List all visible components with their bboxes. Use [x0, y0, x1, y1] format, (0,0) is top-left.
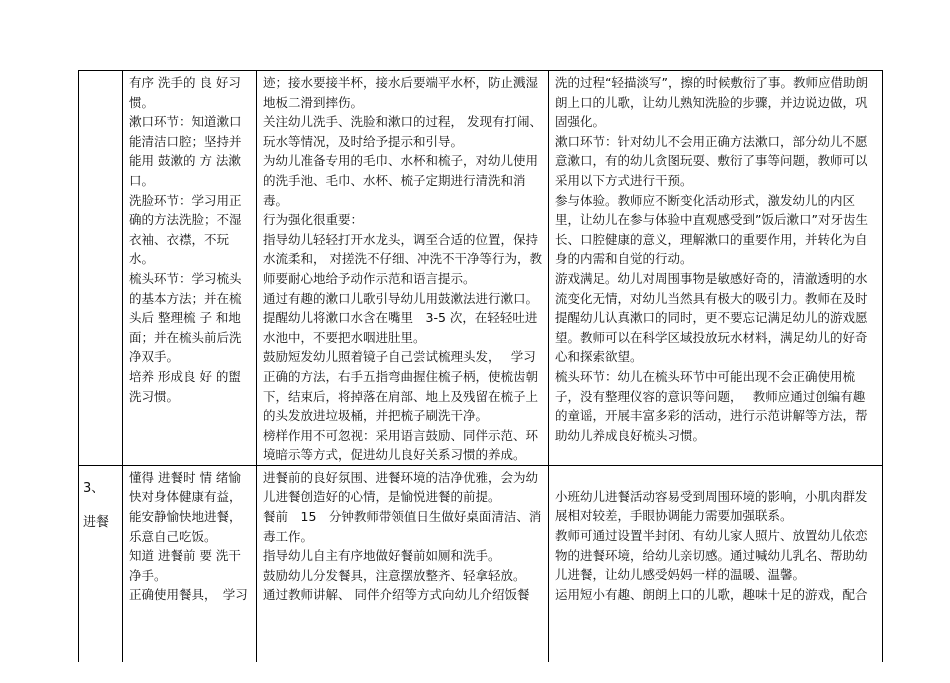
guidance-paragraph: 迹；接水要接半杯，接水后要端平水杯，防止溅湿地板二滑到摔伤。 — [263, 75, 539, 110]
goal-paragraph: 梳头环节：学习梳头的基本方法；并在梳头后 整理梳 子 和地面；并在梳头前后洗净双手。 — [129, 270, 242, 365]
section-name: 进餐 — [83, 514, 110, 530]
guidance-paragraph: 行为强化很重要： — [263, 212, 364, 228]
issue-paragraph: 参与体验。教师应不断变化活动形式，激发幼儿的内区里，让幼儿在参与体验中直观感受到”饭后漱口”对牙齿生长、口腔健康的意义，理解漱口的重要作用，并转化为自身的内需和自觉的行动。 — [555, 192, 868, 267]
guidance-paragraph: 榜样作用不可忽视：采用语言鼓励、同伴示范、环境暗示等方式，促进幼儿良好关系习惯的养成。 — [263, 427, 539, 463]
issue-paragraph: 游戏满足。幼儿对周围事物是敏感好奇的，清澈透明的水流变化无情，对幼儿当然具有极大的吸引力。教师在及时提醒幼儿认真漱口的同时，更不要忘记满足幼儿的游戏愿望。教师可以在科学区域投放玩水材料，满足幼儿的好奇心和探索欲望。 — [555, 270, 868, 365]
issue-paragraph: 运用短小有趣、朗朗上口的儿歌，趣味十足的游戏，配合 — [555, 586, 868, 602]
section-label — [79, 71, 122, 73]
table-row — [79, 71, 883, 466]
guidance-paragraph: 鼓励幼儿分发餐具，注意摆放整齐、轻拿轻放。 — [263, 567, 526, 583]
guidance-paragraph: 指导幼儿自主有序地做好餐前如厕和洗手。 — [263, 548, 501, 564]
guidance-paragraph: 通过有趣的漱口儿歌引导幼儿用鼓漱法进行漱口。提醒幼儿将漱口水含在嘴里 3-5 次，在轻轻吐进水池中，不要把水咽进肚里。 — [263, 290, 539, 345]
goal-paragraph: 有序 洗手的 良 好习惯。 — [129, 75, 241, 110]
goal-paragraph: 知道 进餐前 要 洗干净手。 — [129, 548, 241, 583]
goals-cell — [123, 465, 257, 662]
table-row — [79, 465, 883, 662]
goal-paragraph: 洗脸环节：学习用正确的方法洗脸；不湿衣袖、衣襟，不玩水。 — [129, 192, 242, 267]
issue-paragraph: 教师可通过设置半封闭、有幼儿家人照片、放置幼儿依恋物的进餐环境，给幼儿亲切感。通过喊幼儿乳名、帮助幼儿进餐，让幼儿感受妈妈一样的温暖、温馨。 — [555, 528, 868, 583]
goal-paragraph: 培养 形成良 好 的盥洗习惯。 — [129, 368, 241, 404]
guidance-paragraph: 关注幼儿洗手、洗脸和漱口的过程， 发现有打闹、玩水等情况，及时给予提示和引导。 — [263, 114, 542, 149]
guidance-cell — [257, 71, 549, 466]
issue-paragraph: 小班幼儿进餐活动容易受到周围环境的影响，小肌肉群发展相对较差，手眼协调能力需要加强联系。 — [555, 488, 868, 524]
issues-cell — [549, 71, 883, 466]
issue-paragraph: 洗的过程“轻描淡写”，擦的时候敷衍了事。教师应借助朗朗上口的儿歌，让幼儿熟知洗脸的步骤，并边说边做，巩固强化。 — [555, 75, 868, 130]
section-cell — [79, 71, 123, 466]
goal-paragraph: 正确使用餐具， 学习 — [129, 587, 248, 603]
routine-guidance-table — [78, 70, 883, 662]
issues-cell — [549, 465, 883, 662]
section-cell — [79, 465, 123, 662]
goal-paragraph: 漱口环节：知道漱口能清洁口腔；坚持并能用 鼓漱的 方 法漱口。 — [129, 114, 242, 188]
goal-paragraph: 懂得 进餐时 情 绪愉快对身体健康有益，能安静愉快地进餐，乐意自己吃饭。 — [129, 469, 242, 544]
guidance-paragraph: 鼓励短发幼儿照着镜子自己尝试梳理头发， 学习正确的方法，右手五指弯曲握住梳子柄，使梳齿朝下，结束后，将掉落在肩部、地上及残留在梳子上的头发放进垃圾桶，并把梳子刷洗干净。 — [263, 349, 539, 424]
goals-cell — [123, 71, 257, 466]
issue-paragraph: 梳头环节：幼儿在梳头环节中可能出现不会正确使用梳子，没有整理仪容的意识等问题， 教师应通过创编有趣的童谣，开展丰富多彩的活动，进行示范讲解等方法，帮助幼儿养成良好梳头习惯。 — [555, 368, 868, 443]
guidance-paragraph: 进餐前的良好氛围、进餐环境的洁净优雅，会为幼儿进餐创造好的心情，是愉悦进餐的前提。 — [263, 469, 539, 505]
guidance-paragraph: 指导幼儿轻轻打开水龙头，调至合适的位置，保持水流柔和， 对搓洗不仔细、冲洗不干净等行为，教师要耐心地给予动作示范和语言提示。 — [263, 231, 542, 286]
guidance-cell — [257, 465, 549, 662]
guidance-paragraph: 通过教师讲解、 同伴介绍等方式向幼儿介绍饭餐 — [263, 587, 530, 603]
guidance-paragraph: 餐前 15 分钟教师带领值日生做好桌面清洁、消毒工作。 — [263, 509, 542, 544]
guidance-paragraph: 为幼儿准备专用的毛巾、水杯和梳子，对幼儿使用的洗手池、毛巾、水杯、梳子定期进行清洗和消毒。 — [263, 153, 539, 208]
issue-paragraph: 漱口环节：针对幼儿不会用正确方法漱口，部分幼儿不愿意漱口，有的幼儿贪图玩耍、敷衍了事等问题，教师可以采用以下方式进行干预。 — [555, 133, 868, 188]
section-number: 3、 — [83, 480, 105, 496]
